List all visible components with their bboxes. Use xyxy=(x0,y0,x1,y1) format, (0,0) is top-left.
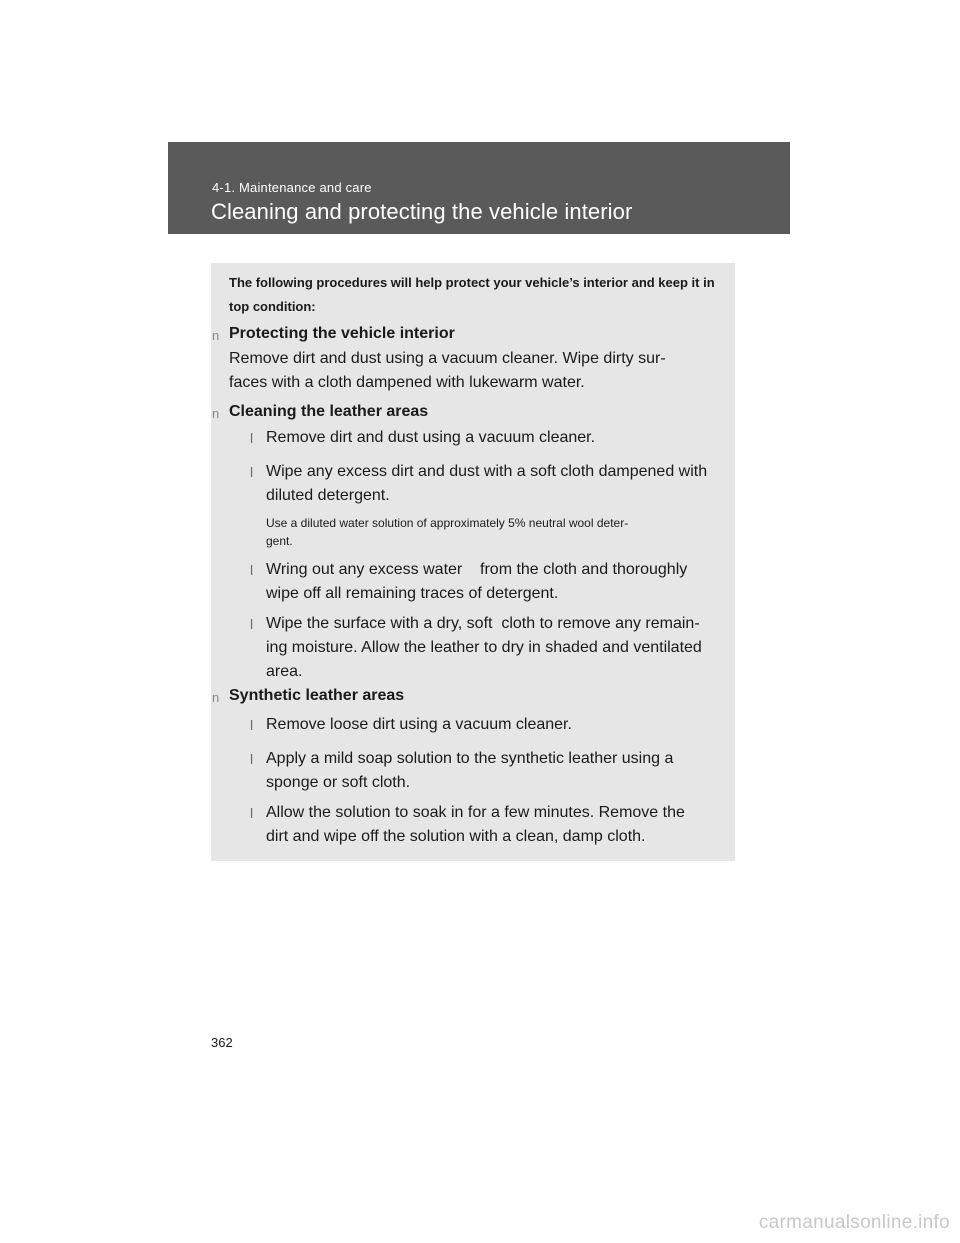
section-marker-icon: n xyxy=(212,406,220,421)
bullet-icon: l xyxy=(250,805,254,821)
section-heading-synthetic: Synthetic leather areas xyxy=(229,687,405,704)
bullet-text: sponge or soft cloth. xyxy=(266,774,411,791)
section-heading-protecting: Protecting the vehicle interior xyxy=(229,325,455,342)
section-marker-icon: n xyxy=(212,690,220,705)
intro-text: The following procedures will help protect your vehicle’s interior and keep it in top condition: xyxy=(229,275,715,314)
section-label: 4‑1. Maintenance and care xyxy=(212,180,372,195)
bullet-text: Remove loose dirt using a vacuum cleaner. xyxy=(266,716,572,733)
bullet-icon: l xyxy=(250,751,254,767)
bullet-text: Wring out any excess water from the cloth and thoroughly xyxy=(266,561,688,578)
section-marker-icon: n xyxy=(212,328,220,343)
note-text: gent. xyxy=(266,534,293,548)
section-body-line: faces with a cloth dampened with lukewarm water. xyxy=(229,374,585,391)
bullet-text: Remove dirt and dust using a vacuum cleaner. xyxy=(266,429,596,446)
bullet-icon: l xyxy=(250,616,254,632)
bullet-text: Wipe the surface with a dry, soft cloth to remove any remain‑ xyxy=(266,615,700,632)
bullet-text: Wipe any excess dirt and dust with a soft cloth dampened with xyxy=(266,463,708,480)
bullet-icon: l xyxy=(250,430,254,446)
note-text: Use a diluted water solution of approximately 5% neutral wool deter‑ xyxy=(266,516,629,530)
bullet-text: Apply a mild soap solution to the synthetic leather using a xyxy=(266,750,674,767)
bullet-text: wipe off all remaining traces of detergent. xyxy=(266,585,559,602)
bullet-text: ing moisture. Allow the leather to dry in shaded and ventilated xyxy=(266,639,702,656)
bullet-icon: l xyxy=(250,464,254,480)
bullet-text: area. xyxy=(266,663,303,680)
bullet-text: Allow the solution to soak in for a few minutes. Remove the xyxy=(266,804,685,821)
page-title: Cleaning and protecting the vehicle interior xyxy=(211,199,633,224)
bullet-icon: l xyxy=(250,717,254,733)
watermark: carmanualsonline.info xyxy=(758,1212,950,1233)
section-body-line: Remove dirt and dust using a vacuum cleaner. Wipe dirty sur‑ xyxy=(229,350,666,367)
bullet-text: dirt and wipe off the solution with a clean, damp cloth. xyxy=(266,828,646,845)
bullet-text: diluted detergent. xyxy=(266,487,390,504)
bullet-icon: l xyxy=(250,562,254,578)
section-heading-leather: Cleaning the leather areas xyxy=(229,403,429,420)
page-number: 362 xyxy=(211,1035,233,1050)
